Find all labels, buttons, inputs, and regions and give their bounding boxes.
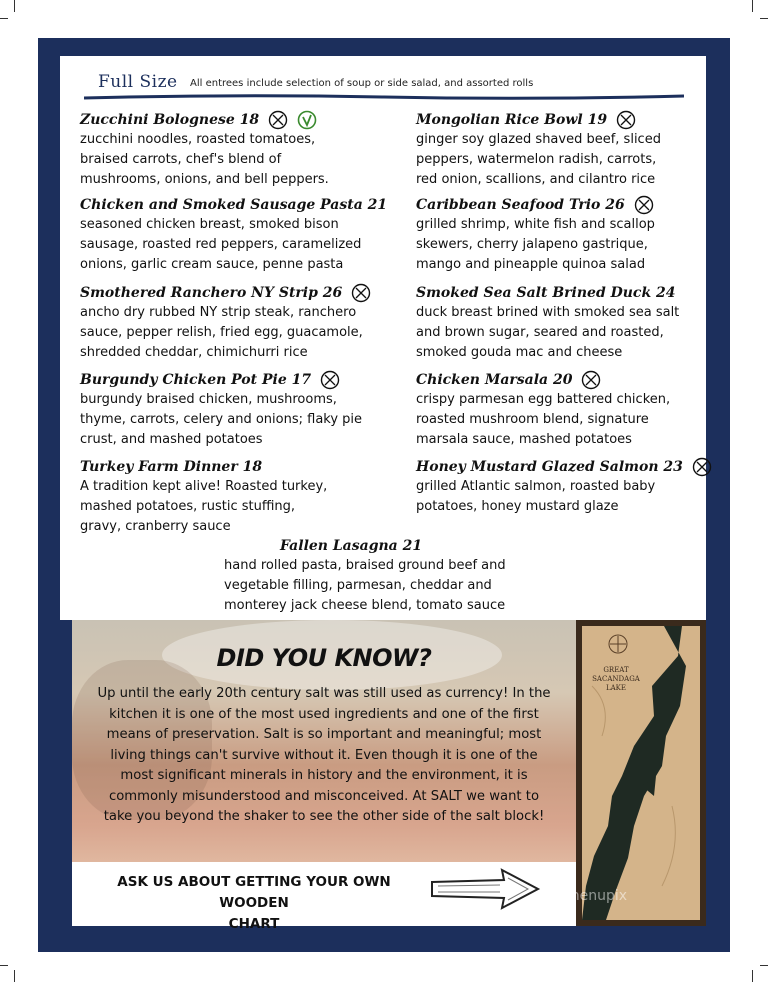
menu-item-description: zucchini noodles, roasted tomatoes, braised carrots, chef's blend of mushrooms, onions, and bell peppers. (80, 132, 329, 187)
gluten-free-icon (692, 457, 712, 477)
watermark: menupix (566, 888, 628, 904)
menu-item-name: Smothered Ranchero NY Strip 26 (80, 283, 410, 303)
crop-mark (14, 0, 15, 12)
crop-mark (0, 18, 8, 19)
menu-item-description: crispy parmesan egg battered chicken, roasted mushroom blend, signature marsala sauce, mashed potatoes (416, 392, 671, 447)
menu-item-description: grilled Atlantic salmon, roasted baby potatoes, honey mustard glaze (416, 479, 656, 514)
crop-mark (752, 970, 753, 982)
menu-item-name: Chicken Marsala 20 (416, 370, 706, 390)
menu-item-turkey-farm-dinner (80, 457, 410, 537)
gluten-free-icon (634, 195, 654, 215)
menu-item-name: Caribbean Seafood Trio 26 (416, 195, 706, 215)
menu-item-description: ancho dry rubbed NY strip steak, ranchero sauce, pepper relish, fried egg, guacamole, shredded cheddar, chimichurri rice (80, 305, 363, 360)
menu-item-description: duck breast brined with smoked sea salt and brown sugar, seared and roasted, smoked gouda mac and cheese (416, 305, 680, 360)
crop-mark (752, 0, 753, 12)
lake-map-wood (582, 626, 700, 920)
menu-item-name: Fallen Lasagna 21 (280, 538, 423, 554)
menu-item-chicken-smoked-sausage-pasta (80, 195, 410, 275)
map-label: GREAT SACANDAGA LAKE (592, 666, 640, 692)
menu-item-caribbean-seafood-trio (416, 195, 706, 275)
menu-item-fallen-lasagna (224, 536, 524, 616)
gluten-free-icon (616, 110, 636, 130)
menu-item-name: Zucchini Bolognese 18 (80, 110, 400, 130)
crop-mark (760, 18, 768, 19)
menu-item-description: grilled shrimp, white fish and scallop skewers, cherry jalapeno gastrique, mango and pineapple quinoa salad (416, 217, 655, 272)
crop-mark (760, 965, 768, 966)
menu-item-name: Honey Mustard Glazed Salmon 23 (416, 457, 706, 477)
menu-item-description: hand rolled pasta, braised ground beef and vegetable filling, parmesan, cheddar and monterey jack cheese blend, tomato sauce (224, 558, 506, 613)
menu-item-name: Turkey Farm Dinner 18 (80, 459, 263, 475)
menu-item-name: Chicken and Smoked Sausage Pasta 21 (80, 197, 388, 213)
did-you-know-panel (72, 620, 576, 862)
section-note: All entrees include selection of soup or side salad, and assorted rolls (190, 78, 534, 89)
crop-mark (14, 970, 15, 982)
menu-item-description: seasoned chicken breast, smoked bison sausage, roasted red peppers, caramelized onions, garlic cream sauce, penne pasta (80, 217, 362, 272)
gluten-free-icon (581, 370, 601, 390)
lake-map-image (576, 620, 706, 926)
did-you-know-text: Up until the early 20th century salt was still used as currency! In the kitchen it is one of the most used ingredients and one of the first means of preservation. Salt is so important and meaningful; most living things can't survive without it. Even though it is one of the most significant minerals in history and the environment, it is commonly misunderstood and misconceived. At SALT we want to take you beyond the shaker to see the other side of the salt block! (97, 686, 551, 824)
gluten-free-icon (351, 283, 371, 303)
menu-item-name: Burgundy Chicken Pot Pie 17 (80, 370, 410, 390)
menu-item-name: Smoked Sea Salt Brined Duck 24 (416, 285, 676, 301)
arrow-right-icon (428, 866, 544, 912)
section-header (84, 68, 684, 98)
callout-text: ASK US ABOUT GETTING YOUR OWN WOODEN CHART (117, 874, 391, 932)
menu-item-smoked-sea-salt-brined-duck (416, 283, 706, 363)
menu-item-name: Mongolian Rice Bowl 19 (416, 110, 706, 130)
menu-item-chicken-marsala (416, 370, 706, 450)
vegetarian-icon (297, 110, 317, 130)
menu-item-burgundy-chicken-pot-pie (80, 370, 410, 450)
menu-item-description: burgundy braised chicken, mushrooms, thyme, carrots, celery and onions; flaky pie crust, and mashed potatoes (80, 392, 363, 447)
menu-item-description: ginger soy glazed shaved beef, sliced peppers, watermelon radish, carrots, red onion, scallions, and cilantro rice (416, 132, 661, 187)
crop-mark (0, 965, 8, 966)
wooden-chart-callout (72, 862, 576, 932)
gluten-free-icon (320, 370, 340, 390)
section-title: Full Size (98, 72, 178, 92)
menu-item-zucchini-bolognese (80, 110, 400, 190)
menu-item-description: A tradition kept alive! Roasted turkey, mashed potatoes, rustic stuffing, gravy, cranberry sauce (80, 479, 328, 534)
gluten-free-icon (268, 110, 288, 130)
menu-item-honey-mustard-glazed-salmon (416, 457, 706, 517)
menu-item-smothered-ranchero-ny-strip (80, 283, 410, 363)
menu-item-mongolian-rice-bowl (416, 110, 706, 190)
brush-stroke-divider (84, 93, 684, 101)
did-you-know-title: DID YOU KNOW? (216, 644, 432, 672)
